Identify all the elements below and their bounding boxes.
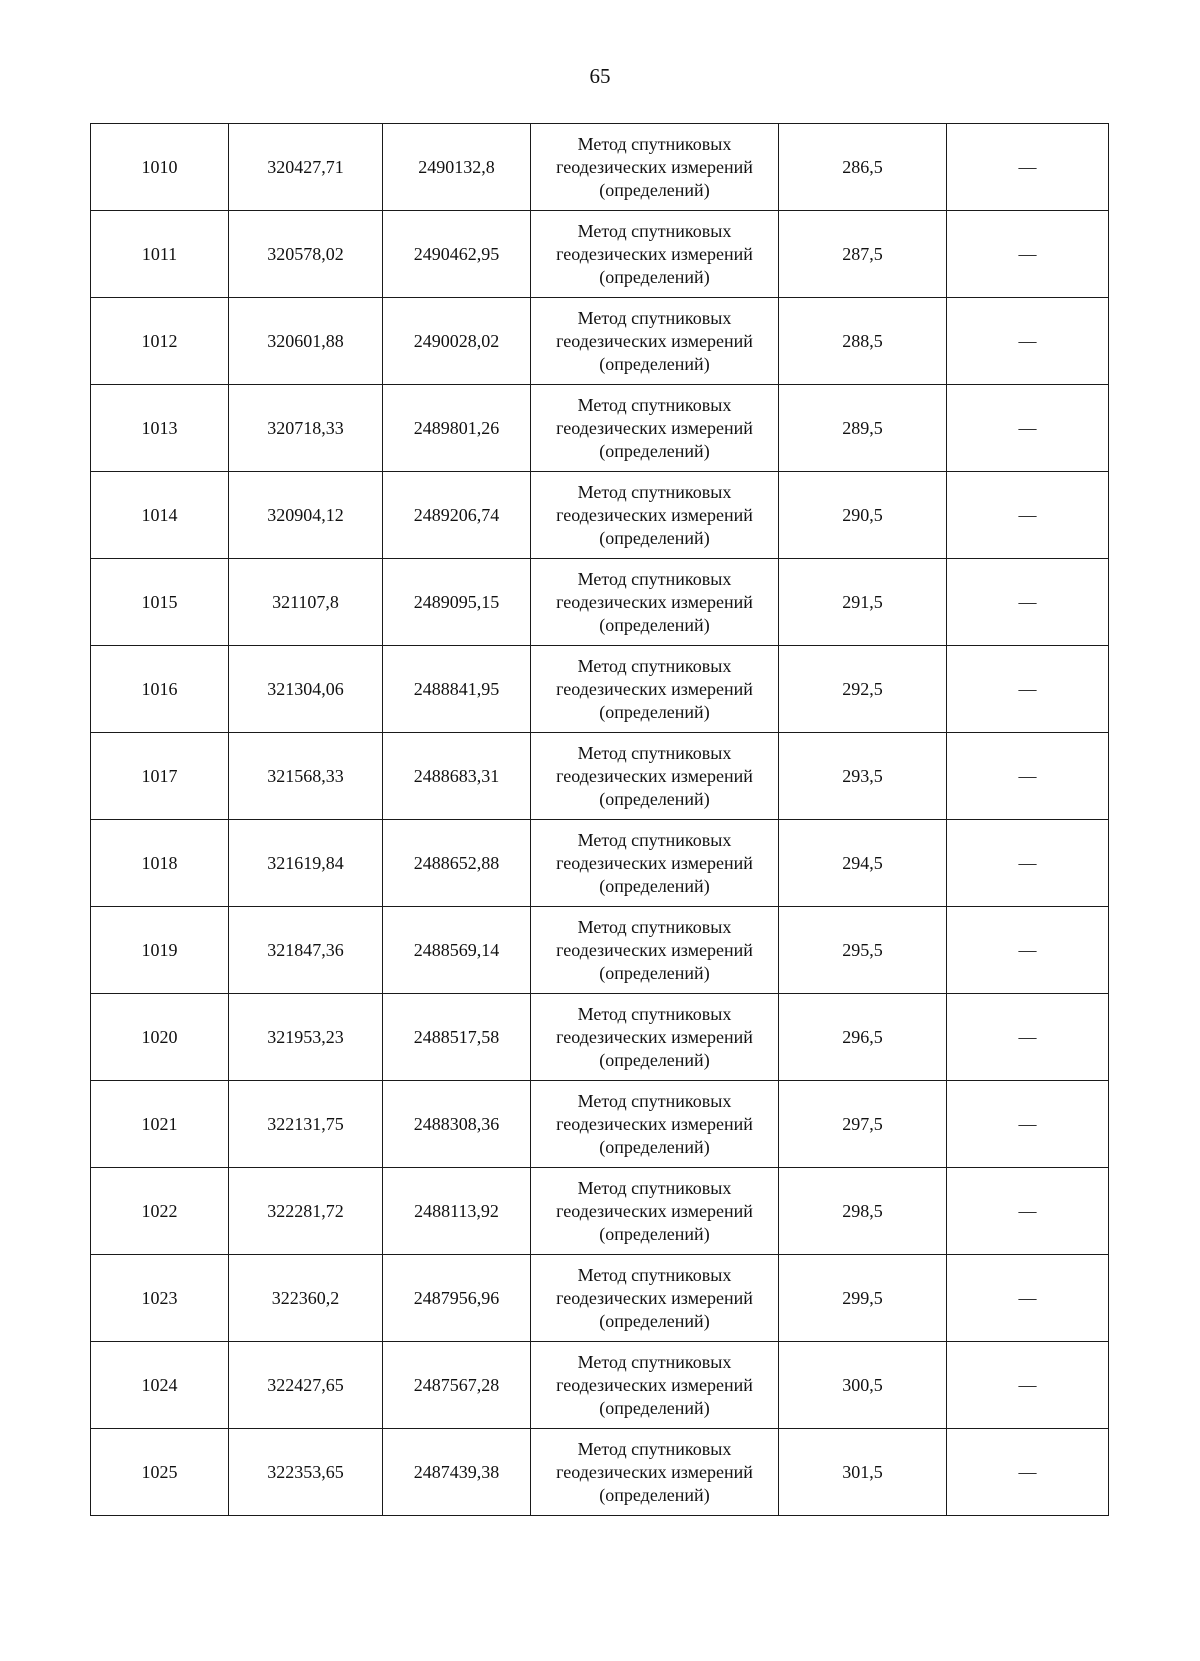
point-number-cell: 1020: [91, 994, 229, 1081]
note-cell: [947, 1168, 1109, 1255]
method-text: Метод спутниковых геодезических измерений (определений): [556, 829, 753, 896]
dash-mark: —: [1018, 591, 1037, 612]
point-number-cell: 1016: [91, 646, 229, 733]
accuracy-value-cell: 294,5: [779, 820, 947, 907]
y-coordinate-cell: 2487439,38: [383, 1429, 531, 1516]
accuracy-value-cell: 288,5: [779, 298, 947, 385]
table-row: [91, 298, 1109, 385]
dash-mark: —: [1018, 1026, 1037, 1047]
note-cell: [947, 1255, 1109, 1342]
note-cell: [947, 994, 1109, 1081]
table-row: [91, 820, 1109, 907]
accuracy-value-cell: 296,5: [779, 994, 947, 1081]
table-row: [91, 1081, 1109, 1168]
y-coordinate-cell: 2487956,96: [383, 1255, 531, 1342]
method-text: Метод спутниковых геодезических измерений (определений): [556, 1003, 753, 1070]
method-cell: [531, 1255, 779, 1342]
table-row: [91, 472, 1109, 559]
x-coordinate-cell: 320904,12: [229, 472, 383, 559]
table-row: [91, 907, 1109, 994]
y-coordinate-cell: 2488683,31: [383, 733, 531, 820]
note-cell: [947, 124, 1109, 211]
dash-mark: —: [1018, 678, 1037, 699]
method-cell: [531, 994, 779, 1081]
point-number-cell: 1018: [91, 820, 229, 907]
coordinates-table-body: [91, 124, 1109, 1516]
dash-mark: —: [1018, 852, 1037, 873]
point-number-cell: 1024: [91, 1342, 229, 1429]
accuracy-value-cell: 289,5: [779, 385, 947, 472]
method-cell: [531, 907, 779, 994]
x-coordinate-cell: 321568,33: [229, 733, 383, 820]
table-row: [91, 733, 1109, 820]
point-number-cell: 1023: [91, 1255, 229, 1342]
point-number-cell: 1019: [91, 907, 229, 994]
accuracy-value-cell: 295,5: [779, 907, 947, 994]
method-cell: [531, 124, 779, 211]
point-number-cell: 1021: [91, 1081, 229, 1168]
accuracy-value-cell: 287,5: [779, 211, 947, 298]
note-cell: [947, 820, 1109, 907]
accuracy-value-cell: 291,5: [779, 559, 947, 646]
table-row: [91, 1168, 1109, 1255]
y-coordinate-cell: 2488569,14: [383, 907, 531, 994]
table-row: [91, 211, 1109, 298]
accuracy-value-cell: 299,5: [779, 1255, 947, 1342]
dash-mark: —: [1018, 504, 1037, 525]
table-row: [91, 994, 1109, 1081]
accuracy-value-cell: 293,5: [779, 733, 947, 820]
dash-mark: —: [1018, 417, 1037, 438]
method-cell: [531, 472, 779, 559]
y-coordinate-cell: 2488113,92: [383, 1168, 531, 1255]
table-row: [91, 124, 1109, 211]
method-text: Метод спутниковых геодезических измерений (определений): [556, 394, 753, 461]
accuracy-value-cell: 286,5: [779, 124, 947, 211]
method-text: Метод спутниковых геодезических измерений (определений): [556, 307, 753, 374]
table-row: [91, 385, 1109, 472]
accuracy-value-cell: 292,5: [779, 646, 947, 733]
y-coordinate-cell: 2488652,88: [383, 820, 531, 907]
note-cell: [947, 211, 1109, 298]
accuracy-value-cell: 301,5: [779, 1429, 947, 1516]
note-cell: [947, 1342, 1109, 1429]
note-cell: [947, 472, 1109, 559]
method-text: Метод спутниковых геодезических измерений (определений): [556, 1351, 753, 1418]
note-cell: [947, 907, 1109, 994]
method-text: Метод спутниковых геодезических измерений (определений): [556, 742, 753, 809]
point-number-cell: 1015: [91, 559, 229, 646]
point-number-cell: 1022: [91, 1168, 229, 1255]
note-cell: [947, 646, 1109, 733]
x-coordinate-cell: 322427,65: [229, 1342, 383, 1429]
method-cell: [531, 1342, 779, 1429]
note-cell: [947, 733, 1109, 820]
accuracy-value-cell: 298,5: [779, 1168, 947, 1255]
point-number-cell: 1011: [91, 211, 229, 298]
method-cell: [531, 733, 779, 820]
point-number-cell: 1010: [91, 124, 229, 211]
x-coordinate-cell: 320718,33: [229, 385, 383, 472]
point-number-cell: 1012: [91, 298, 229, 385]
table-row: [91, 1429, 1109, 1516]
method-cell: [531, 1168, 779, 1255]
y-coordinate-cell: 2489801,26: [383, 385, 531, 472]
table-row: [91, 1342, 1109, 1429]
x-coordinate-cell: 321619,84: [229, 820, 383, 907]
x-coordinate-cell: 322131,75: [229, 1081, 383, 1168]
y-coordinate-cell: 2488841,95: [383, 646, 531, 733]
point-number-cell: 1014: [91, 472, 229, 559]
dash-mark: —: [1018, 1113, 1037, 1134]
method-text: Метод спутниковых геодезических измерений (определений): [556, 1177, 753, 1244]
point-number-cell: 1013: [91, 385, 229, 472]
method-text: Метод спутниковых геодезических измерений (определений): [556, 220, 753, 287]
y-coordinate-cell: 2489206,74: [383, 472, 531, 559]
method-text: Метод спутниковых геодезических измерений (определений): [556, 1438, 753, 1505]
method-text: Метод спутниковых геодезических измерений (определений): [556, 1090, 753, 1157]
x-coordinate-cell: 321847,36: [229, 907, 383, 994]
table-row: [91, 1255, 1109, 1342]
accuracy-value-cell: 290,5: [779, 472, 947, 559]
x-coordinate-cell: 320427,71: [229, 124, 383, 211]
note-cell: [947, 298, 1109, 385]
note-cell: [947, 1081, 1109, 1168]
method-text: Метод спутниковых геодезических измерений (определений): [556, 133, 753, 200]
method-cell: [531, 1429, 779, 1516]
point-number-cell: 1017: [91, 733, 229, 820]
method-cell: [531, 385, 779, 472]
y-coordinate-cell: 2490028,02: [383, 298, 531, 385]
dash-mark: —: [1018, 330, 1037, 351]
dash-mark: —: [1018, 765, 1037, 786]
method-text: Метод спутниковых геодезических измерений (определений): [556, 655, 753, 722]
x-coordinate-cell: 322281,72: [229, 1168, 383, 1255]
method-text: Метод спутниковых геодезических измерений (определений): [556, 916, 753, 983]
method-cell: [531, 559, 779, 646]
note-cell: [947, 385, 1109, 472]
y-coordinate-cell: 2490132,8: [383, 124, 531, 211]
dash-mark: —: [1018, 1287, 1037, 1308]
dash-mark: —: [1018, 1200, 1037, 1221]
page-number: 65: [589, 64, 611, 88]
dash-mark: —: [1018, 939, 1037, 960]
method-cell: [531, 646, 779, 733]
x-coordinate-cell: 322353,65: [229, 1429, 383, 1516]
note-cell: [947, 559, 1109, 646]
x-coordinate-cell: 320578,02: [229, 211, 383, 298]
dash-mark: —: [1018, 1374, 1037, 1395]
method-text: Метод спутниковых геодезических измерений (определений): [556, 1264, 753, 1331]
method-text: Метод спутниковых геодезических измерений (определений): [556, 481, 753, 548]
dash-mark: —: [1018, 156, 1037, 177]
x-coordinate-cell: 321107,8: [229, 559, 383, 646]
dash-mark: —: [1018, 1461, 1037, 1482]
y-coordinate-cell: 2489095,15: [383, 559, 531, 646]
method-cell: [531, 298, 779, 385]
accuracy-value-cell: 297,5: [779, 1081, 947, 1168]
y-coordinate-cell: 2488517,58: [383, 994, 531, 1081]
x-coordinate-cell: 321304,06: [229, 646, 383, 733]
y-coordinate-cell: 2487567,28: [383, 1342, 531, 1429]
x-coordinate-cell: 322360,2: [229, 1255, 383, 1342]
point-number-cell: 1025: [91, 1429, 229, 1516]
coordinates-table: [90, 123, 1109, 1516]
note-cell: [947, 1429, 1109, 1516]
dash-mark: —: [1018, 243, 1037, 264]
method-text: Метод спутниковых геодезических измерений (определений): [556, 568, 753, 635]
method-cell: [531, 820, 779, 907]
method-cell: [531, 211, 779, 298]
x-coordinate-cell: 321953,23: [229, 994, 383, 1081]
x-coordinate-cell: 320601,88: [229, 298, 383, 385]
table-row: [91, 559, 1109, 646]
y-coordinate-cell: 2490462,95: [383, 211, 531, 298]
method-cell: [531, 1081, 779, 1168]
table-row: [91, 646, 1109, 733]
y-coordinate-cell: 2488308,36: [383, 1081, 531, 1168]
accuracy-value-cell: 300,5: [779, 1342, 947, 1429]
